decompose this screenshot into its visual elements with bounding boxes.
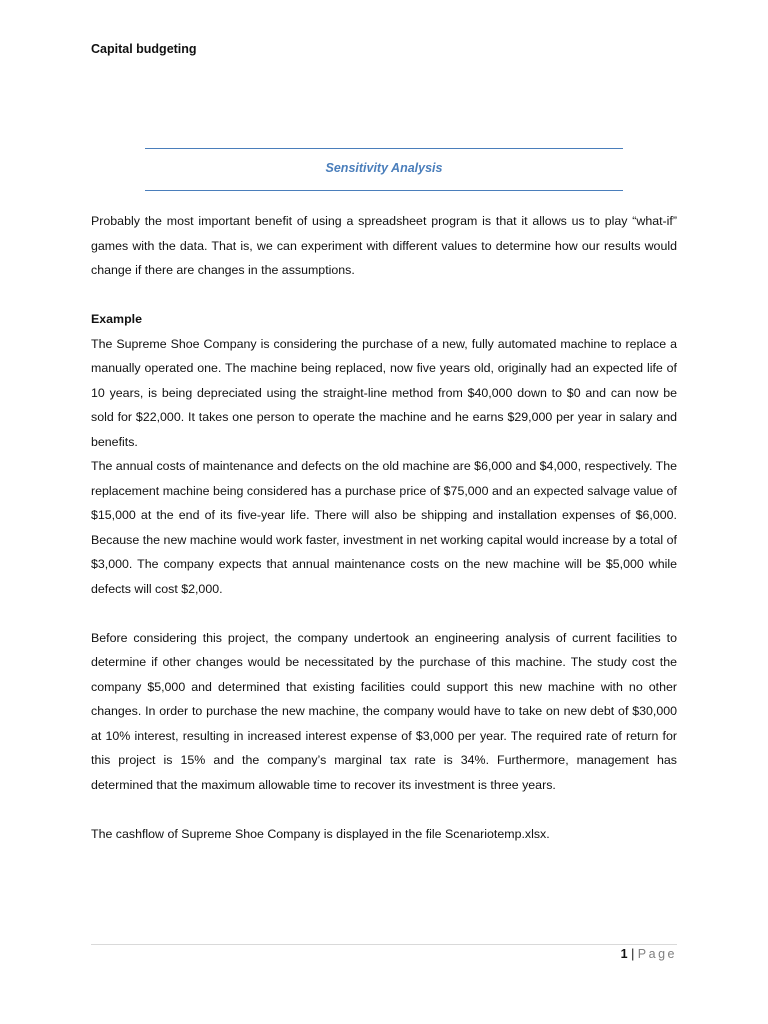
intro-paragraph: Probably the most important benefit of using a spreadsheet program is that it allows us to play “what-if” games with the data. That is, we can experiment with different values to determine how our results would change if there are changes in the assumptions. bbox=[91, 214, 677, 277]
example-paragraph-1: The Supreme Shoe Company is considering the purchase of a new, fully automated machine to replace a manually operated one. The machine being replaced, now five years old, originally had an expected life of 10 years, is being depreciated using the straight-line method from $40,000 down to $0 and can now be sold for $22,000. It takes one person to operate the machine and he earns $29,000 per year in salary and benefits. bbox=[91, 336, 677, 449]
page-label: Page bbox=[637, 947, 677, 961]
title-bottom-rule bbox=[145, 190, 623, 191]
page-number: 1 bbox=[620, 947, 628, 961]
page-separator: | bbox=[631, 947, 635, 961]
page-footer bbox=[621, 947, 677, 961]
example-paragraph-2: The annual costs of maintenance and defects on the old machine are $6,000 and $4,000, respectively. The replacement machine being considered has a purchase price of $75,000 and an expected salvage value of $15,000 at the end of its five-year life. There will also be shipping and installation expenses of $6,000. Because the new machine would work faster, investment in net working capital would increase by a total of $3,000. The company expects that annual maintenance costs on the new machine will be $5,000 while defects will cost $2,000. bbox=[91, 459, 677, 596]
body-text bbox=[91, 209, 677, 846]
paragraph-spacer bbox=[91, 601, 677, 626]
paragraph-spacer bbox=[91, 797, 677, 822]
cashflow-paragraph: The cashflow of Supreme Shoe Company is displayed in the file Scenariotemp.xlsx. bbox=[91, 826, 550, 841]
section-title: Sensitivity Analysis bbox=[325, 161, 443, 175]
example-heading: Example bbox=[91, 312, 142, 326]
running-header: Capital budgeting bbox=[91, 42, 197, 56]
title-top-rule bbox=[145, 148, 623, 149]
example-paragraph-3: Before considering this project, the company undertook an engineering analysis of current facilities to determine if other changes would be necessitated by the purchase of this machine. The study cost the company $5,000 and determined that existing facilities could support this new machine with no other changes. In order to purchase the new machine, the company would have to take on new debt of $30,000 at 10% interest, resulting in increased interest expense of $3,000 per year. The required rate of return for this project is 15% and the company’s marginal tax rate is 34%. Furthermore, management has determined that the maximum allowable time to recover its investment is three years. bbox=[91, 630, 677, 792]
footer-rule bbox=[91, 944, 677, 945]
paragraph-spacer bbox=[91, 283, 677, 308]
